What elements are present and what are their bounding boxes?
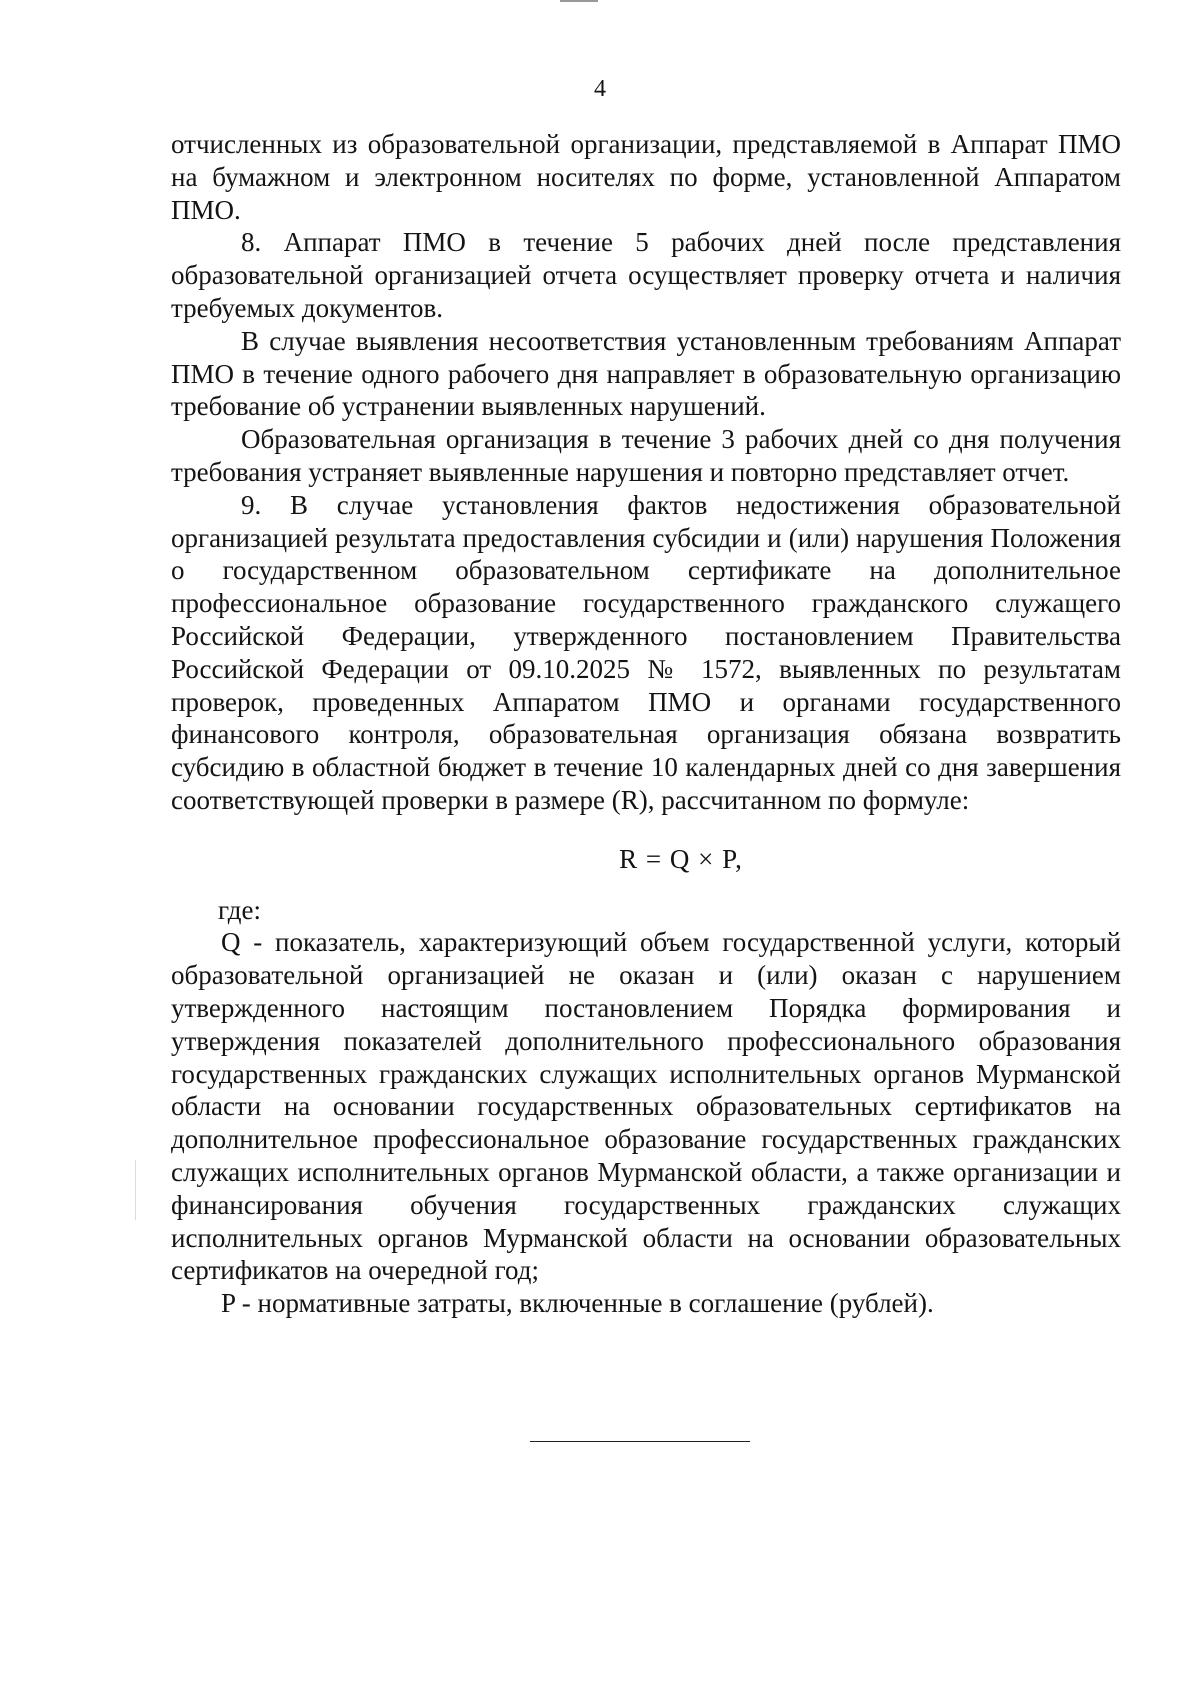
definition-p: P - нормативные затраты, включенные в соглашение (рублей). bbox=[221, 1288, 934, 1319]
paragraph-discrepancy: В случае выявления несоответствия установленным требованиям Аппарат ПМО в течение одного рабочего дня направляет в образовательную организацию требование об устранении выявленных нарушений. bbox=[171, 325, 1121, 422]
document-body bbox=[171, 128, 1121, 1320]
scan-artifact-top bbox=[560, 0, 598, 2]
formula-where-label: где: bbox=[218, 894, 261, 925]
page-number: 4 bbox=[594, 76, 606, 102]
paragraph-correction: Образовательная организация в течение 3 рабочих дней со дня получения требования устраняет выявленные нарушения и повторно представляет отчет. bbox=[171, 424, 1121, 487]
definition-q: Q - показатель, характеризующий объем государственной услуги, который образовательной организацией не оказан и (или) оказан с нарушением утвержденного настоящим постановлением Порядка формирования и утверждения показателей дополнительного профессионального образования государственных гражданских служащих исполнительных органов Мурманской области на основании государственных образовательных сертификатов на дополнительное профессиональное образование государственных гражданских служащих исполнительных органов Мурманской области, а также организации и финансирования обучения государственных гражданских служащих исполнительных органов Мурманской области на основании образовательных сертификатов на очередной год; bbox=[171, 927, 1121, 1286]
end-of-document-rule bbox=[530, 1441, 750, 1442]
paragraph-continuation: отчисленных из образовательной организации, представляемой в Аппарат ПМО на бумажном и электронном носителях по форме, установленной Аппаратом ПМО. bbox=[171, 129, 1121, 225]
scan-artifact-left bbox=[135, 1160, 136, 1220]
formula: R = Q × P, bbox=[619, 843, 743, 874]
paragraph-item-8: 8. Аппарат ПМО в течение 5 рабочих дней после представления образовательной организацией отчета осуществляет проверку отчета и наличия требуемых документов. bbox=[171, 227, 1121, 323]
paragraph-item-9: 9. В случае установления фактов недостижения образовательной организацией результата предоставления субсидии и (или) нарушения Положения о государственном образовательном сертификате на дополнительное профессиональное образование государственного гражданского служащего Российской Федерации, утвержденного постановлением Правительства Российской Федерации от 09.10.2025 № 1572, выявленных по результатам проверок, проведенных Аппаратом ПМО и органами государственного финансового контроля, образовательная организация обязана возвратить субсидию в областной бюджет в течение 10 календарных дней со дня завершения соответствующей проверки в размере (R), рассчитанном по формуле: bbox=[171, 489, 1121, 815]
